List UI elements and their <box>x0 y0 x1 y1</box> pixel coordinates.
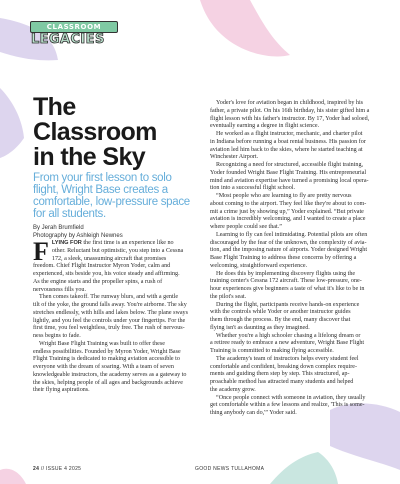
body-paragraph <box>210 100 375 131</box>
drop-cap: F <box>33 237 49 266</box>
body-paragraph <box>210 302 375 333</box>
body-line: stretches endlessly, with hills and lakes below. The plane sways <box>33 309 188 316</box>
body-line: ness begins to fade. <box>33 333 81 339</box>
subtitle-line: From your first lesson to solo <box>33 172 172 184</box>
body-line: the skies, helping people of all ages and backgrounds achieve <box>33 379 183 386</box>
body-line: The academy's team of instructors helps every student feel <box>216 355 359 362</box>
credits <box>33 224 193 240</box>
body-line: He worked as a flight instructor, mechanic, and charter pilot <box>216 131 363 137</box>
page-number: 24 <box>33 466 40 472</box>
body-line: lightly, and you feel the controls under your fingertips. For the <box>33 317 186 324</box>
body-paragraph <box>33 294 196 341</box>
body-paragraph <box>33 237 196 294</box>
lavender-left-shape <box>0 88 24 158</box>
body-line: mind and aviation expertise have turned a promising local opera- <box>210 177 369 184</box>
body-line: As the engine starts and the propeller spins, a rush of <box>33 278 163 285</box>
body-paragraph <box>210 131 375 162</box>
body-line-text: the first time is an experience like no <box>81 240 174 246</box>
body-line: eventually earning a degree in flight science. <box>210 123 320 130</box>
body-line: flying isn't as daunting as they imagined. <box>210 324 310 331</box>
body-line: mit a crime just by showing up,” Yoder explained. “But private <box>210 208 364 215</box>
byline: By Jerah Brumfield <box>33 225 84 231</box>
body-line: tilt of the yoke, the ground falls away. You're airborne. The sky <box>33 302 187 308</box>
body-line: tion, and the imposing nature of airports. Yoder designed Wright <box>210 247 368 254</box>
body-line <box>33 240 196 248</box>
body-paragraph <box>210 356 375 395</box>
body-paragraph <box>210 162 375 193</box>
body-line: nervousness fills you. <box>33 286 86 293</box>
body-line: endless possibilities. Founded by Myron Yoder, Wright Base <box>33 348 181 355</box>
body-line: Then comes takeoff. The runway blurs, and with a gentle <box>39 294 179 301</box>
body-line: Base Flight Training to address these concerns by offering a <box>210 255 357 261</box>
pink-left-shape <box>0 469 26 484</box>
body-line: get comfortable within a few lessons and realize, 'This is some- <box>210 402 365 409</box>
body-line: proachable method has attracted many students and helped <box>210 379 354 385</box>
section-kicker-bottom: LEGACIES <box>31 32 105 47</box>
body-line: During the flight, participants receive hands-on experience <box>216 301 360 308</box>
body-line: father, a private pilot. On his 16th birthday, his sister gifted him a <box>210 107 370 114</box>
page-footer <box>33 466 375 474</box>
body-line: flight lesson with his father's instructor. By 17, Yoder had soloed, <box>210 115 370 122</box>
body-line: training center's Cessna 172 aircraft. These low-pressure, one- <box>210 278 362 285</box>
body-line: discouraged by the fear of the unknown, the complexity of avia- <box>210 239 367 246</box>
body-line: hour experiences give beginners a taste of what it's like to be in <box>210 286 365 292</box>
body-line: other. Reluctant but optimistic, you step into a Cessna <box>51 247 184 254</box>
body-line: Wright Base Flight Training was built to offer these <box>39 340 165 347</box>
body-line: in Indiana before running a boat rental business. His passion for <box>210 138 366 145</box>
body-line: the pilot's seat. <box>210 293 247 300</box>
body-paragraph <box>33 341 196 395</box>
section-kicker-top: CLASSROOM <box>30 21 118 33</box>
subtitle-line: comfortable, low-pressure space <box>33 196 190 208</box>
lead-in: LYING FOR <box>51 240 82 246</box>
body-line: aviation is incredibly welcoming, and I wanted to create a place <box>210 216 366 223</box>
subtitle-line: flight, Wright Base creates a <box>33 184 168 196</box>
title-line: in the Sky <box>33 143 146 171</box>
issue-label: // ISSUE 4 2025 <box>40 466 82 472</box>
body-line: Flight Training is dedicated to making aviation accessible to <box>33 356 180 363</box>
body-line: 172, a sleek, unassuming aircraft that promises <box>51 255 167 262</box>
body-column-right <box>210 100 375 418</box>
body-column-left <box>33 237 196 395</box>
body-line: Whether you're a high schooler chasing a lifelong dream or <box>216 332 361 339</box>
body-line: everyone with the dream of soaring. With a team of seven <box>33 364 174 370</box>
body-line: a retiree ready to embrace a new adventure, Wright Base Flight <box>210 340 365 347</box>
body-line: about coming to the airport. They feel like they're about to com- <box>210 200 367 207</box>
body-paragraph <box>210 271 375 302</box>
body-line: aviation led him back to the skies, where he started teaching at <box>210 146 363 153</box>
body-line: Winchester Airport. <box>210 154 259 161</box>
body-line: them through the process. By the end, many discover that <box>210 317 351 323</box>
body-line: first time, you feel weightless, truly free. The rush of nervous- <box>33 325 185 332</box>
body-line: “Once people connect with someone in aviation, they usually <box>216 394 366 401</box>
body-line: where people could see that.” <box>210 224 282 230</box>
subtitle-line: for all students. <box>33 208 106 220</box>
body-paragraph <box>210 333 375 356</box>
body-line: knowledgeable instructors, the academy serves as a gateway to <box>33 371 187 378</box>
body-line: Learning to fly can feel intimidating. Potential pilots are often <box>216 231 368 238</box>
title-line: The <box>33 93 76 121</box>
body-paragraph <box>210 232 375 271</box>
body-paragraph <box>210 395 375 418</box>
body-line: the academy grow. <box>210 386 256 393</box>
body-line: freedom. Chief Flight Instructor Myron Yoder, calm and <box>33 263 171 270</box>
photo-credit: Photography by Ashleigh Newnes <box>33 233 123 239</box>
body-line: thing anybody can do,'” Yoder said. <box>210 410 297 416</box>
body-line: experienced, sits beside you, his voice steady and affirming. <box>33 271 180 277</box>
body-line: “Most people who are learning to fly are pretty nervous <box>216 193 352 199</box>
body-line: ments and guiding them step by step. This structured, ap- <box>210 371 350 378</box>
article-subtitle <box>33 172 197 220</box>
body-line: their flying aspirations. <box>33 387 90 394</box>
pink-curve-shape <box>200 0 290 56</box>
body-line: comfortable and confident, breaking down complex require- <box>210 363 358 370</box>
article-title <box>33 95 193 170</box>
body-line: He does this by implementing discovery flights using the <box>216 270 356 277</box>
body-line: with the controls while Yoder or another instructor guides <box>210 309 351 316</box>
body-line: tion into a successful flight school. <box>210 185 295 192</box>
folio <box>33 466 81 472</box>
body-line: welcoming, straightforward experience. <box>210 262 308 269</box>
title-line: Classroom <box>33 118 157 146</box>
body-paragraph <box>210 193 375 232</box>
magazine-name: GOOD NEWS TULLAHOMA <box>195 466 265 472</box>
body-line: Yoder founded Wright Base Flight Training. His entrepreneurial <box>210 169 367 176</box>
body-line: Training is committed to making flying accessible. <box>210 348 334 354</box>
body-line: Recognizing a need for structured, accessible flight training, <box>216 162 364 168</box>
body-line: Yoder's love for aviation began in childhood, inspired by his <box>216 100 364 106</box>
